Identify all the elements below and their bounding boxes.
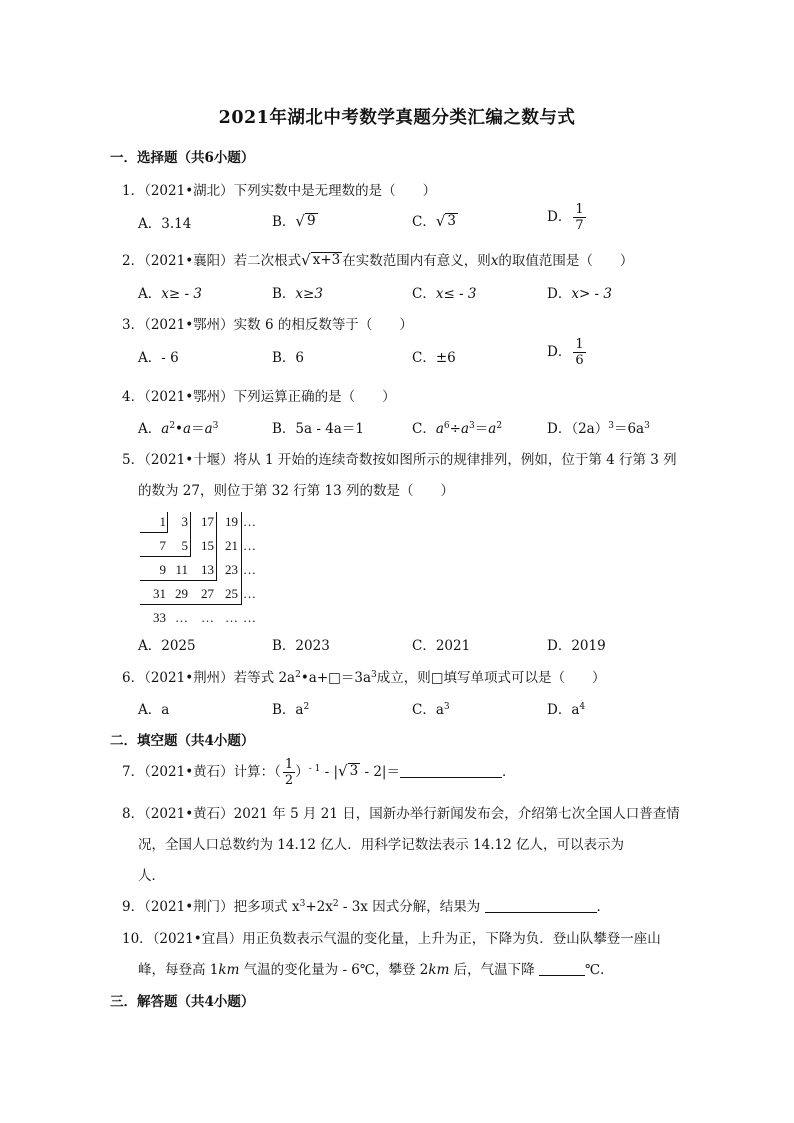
question-text: （2021•荆门）把多项式 x (144, 899, 300, 915)
grid-divider (140, 532, 168, 533)
grid-cell: … (243, 562, 256, 577)
grid-divider (140, 556, 190, 557)
option-label: B． (272, 214, 296, 230)
exponent: 3 (371, 670, 377, 680)
q3-option-d (547, 338, 586, 367)
option-label: B． (272, 286, 296, 302)
sqrt-expression: √ 3 (435, 212, 456, 230)
question-7 (122, 758, 516, 787)
grid-divider (140, 580, 216, 581)
grid-cell: 23 (225, 562, 238, 577)
question-text: ． (502, 764, 516, 780)
exponent: 2 (303, 702, 310, 712)
grid-cell: 7 (159, 538, 166, 553)
sqrt-expression: √ x+3 (301, 251, 341, 269)
denominator: 2 (284, 773, 294, 788)
variable: x (490, 253, 499, 269)
exponent: 4 (579, 702, 586, 712)
q1-option-b (272, 210, 318, 230)
question-10-line-2 (138, 958, 614, 978)
grid-cell: 19 (225, 514, 238, 529)
grid-cell: 1 (159, 514, 166, 529)
grid-cell: … (175, 610, 188, 625)
q5-option-c: C．2021 (412, 638, 471, 654)
question-text: ） (295, 764, 309, 780)
denominator: 7 (575, 218, 584, 233)
radicand: 3 (349, 763, 359, 780)
question-number: 7． (122, 764, 145, 780)
question-text: （2021•湖北）下列实数中是无理数的是（ ） (144, 183, 437, 199)
question-text: （2021•黄石）2021 年 5 月 21 日，国新办举行新闻发布会，介绍第七次全国人口普查情 (144, 806, 680, 822)
question-4 (122, 385, 396, 405)
grid-cell: 15 (201, 538, 214, 553)
q1-option-d (547, 203, 586, 232)
sqrt-expression: √ 3 (338, 762, 359, 780)
option-expression: x≤ - 3 (435, 286, 477, 302)
grid-cell: … (201, 610, 214, 625)
option-label: C． (412, 214, 436, 230)
grid-cell: 27 (201, 586, 214, 601)
q2-option-b (272, 282, 323, 302)
question-10 (122, 927, 661, 947)
question-text: （2021•十堰）将从 1 开始的连续奇数按如图所示的规律排列，例如，位于第 4 行第 3 列 (144, 452, 677, 468)
exponent: 3 (299, 899, 306, 909)
q2-option-c (412, 282, 477, 302)
grid-cell: 25 (225, 586, 238, 601)
q4-option-c: C．$a^6\div a^3=a^2$ (412, 421, 503, 437)
question-6 (122, 666, 606, 686)
question-text: ． (596, 899, 610, 915)
option-label: C． (412, 286, 436, 302)
option-expression: ＝6a (613, 421, 645, 437)
question-number: 10． (122, 931, 153, 947)
question-number: 8． (122, 806, 145, 822)
q6-option-b (272, 698, 309, 718)
fraction (573, 203, 585, 232)
question-1 (122, 179, 436, 199)
q2-option-d (547, 282, 612, 302)
question-3 (122, 313, 413, 333)
radicand: 9 (306, 213, 316, 230)
question-5-line-2: 的数为 27，则位于第 32 行第 13 列的数是（ ） (138, 483, 454, 499)
unit: km (218, 962, 240, 978)
numerator: 1 (284, 757, 294, 772)
q3-option-b: B．6 (272, 350, 305, 366)
q6-option-d (547, 698, 585, 718)
answer-blank[interactable] (400, 765, 502, 778)
option-expression: C．a (412, 702, 444, 718)
numerator: 1 (575, 202, 584, 217)
grid-divider (140, 604, 241, 605)
q2-option-a (138, 282, 202, 302)
question-text: （2021•鄂州）下列运算正确的是（ ） (144, 389, 396, 405)
section-heading-choice: 一．选择题（共6小题） (110, 150, 255, 166)
question-number: 5． (122, 452, 145, 468)
question-text: 在实数范围内有意义，则 (342, 253, 491, 269)
option-label: A． (138, 421, 162, 437)
denominator: 6 (575, 353, 584, 368)
grid-cell: … (225, 610, 238, 625)
q3-option-a: A．- 6 (138, 350, 179, 366)
question-number: 4． (122, 389, 145, 405)
question-2 (122, 249, 633, 269)
question-text: - 3x 因式分解，结果为 (338, 899, 481, 915)
question-text: - | (320, 764, 339, 780)
radicand: x+3 (312, 252, 341, 269)
q6-option-a: A．a (138, 702, 170, 718)
question-5 (122, 448, 677, 468)
grid-cell: 29 (175, 586, 188, 601)
grid-cell: … (243, 514, 256, 529)
grid-cell: … (243, 586, 256, 601)
grid-cell: 17 (201, 514, 214, 529)
question-text: 峰，每登高 1 (138, 962, 219, 978)
option-label: D． (547, 286, 572, 302)
exponent: 3 (608, 421, 614, 431)
question-text: •a+□＝3a (300, 670, 372, 686)
answer-blank[interactable] (539, 963, 585, 976)
grid-cell: 11 (175, 562, 188, 577)
question-8-line-3: 人． (138, 868, 165, 884)
option-expression: D．a (547, 702, 580, 718)
exponent: 3 (644, 421, 650, 431)
option-expression: x≥3 (295, 286, 323, 302)
grid-cell: 33 (153, 610, 166, 625)
grid-cell: 13 (201, 562, 214, 577)
q1-option-a: A．3.14 (138, 216, 192, 232)
question-number: 3． (122, 317, 145, 333)
option-label: A． (138, 286, 162, 302)
question-text: （2021•黄石）计算：（ (144, 764, 281, 780)
question-number: 6． (122, 670, 145, 686)
question-text: 气温的变化量为 - 6℃，攀登 2 (239, 962, 429, 978)
exponent: 2 (295, 670, 301, 680)
option-label: D．（2a） (547, 421, 609, 437)
exponent: 3 (443, 702, 450, 712)
question-text: 成立，则□填写单项式可以是（ ） (376, 670, 606, 686)
fraction (283, 758, 295, 787)
question-8 (122, 802, 680, 822)
question-text: 后，气温下降 (449, 962, 535, 978)
q3-option-c: C．±6 (412, 350, 456, 366)
grid-cell: 9 (159, 562, 166, 577)
question-number: 9． (122, 899, 145, 915)
q6-option-c (412, 698, 450, 718)
question-text: - 2|＝ (360, 764, 400, 780)
question-text: ℃． (584, 962, 614, 978)
question-text: （2021•鄂州）实数 6 的相反数等于（ ） (144, 317, 413, 333)
question-text: （2021•荆州）若等式 2a (144, 670, 296, 686)
grid-divider (167, 512, 168, 533)
exponent: 2 (332, 899, 339, 909)
question-text: +2x (305, 899, 333, 915)
option-expression: x≥ - 3 (161, 286, 202, 302)
grid-divider (190, 512, 191, 557)
option-expression: B．a (272, 702, 304, 718)
page-title: 2021年湖北中考数学真题分类汇编之数与式 (218, 108, 576, 128)
grid-cell: … (243, 610, 256, 625)
q4-option-a: A．$a^2•a=a^3$ (138, 421, 219, 437)
q5-option-a: A．2025 (138, 638, 196, 654)
section-heading-answer: 三．解答题（共4小题） (110, 994, 255, 1010)
question-9 (122, 895, 610, 915)
q4-option-d (547, 417, 650, 437)
section-heading-fill: 二．填空题（共4小题） (110, 733, 255, 749)
unit: km (428, 962, 450, 978)
option-expression: x> - 3 (571, 286, 612, 302)
q5-option-b: B．2023 (272, 638, 330, 654)
question-number: 2． (122, 253, 145, 269)
question-8-line-2: 况，全国人口总数约为 14.12 亿人．用科学记数法表示 14.12 亿人，可以表示为 (138, 837, 624, 853)
grid-cell: 21 (225, 538, 238, 553)
q5-option-d: D．2019 (547, 638, 606, 654)
answer-blank[interactable] (485, 900, 597, 913)
question-text: （2021•襄阳）若二次根式 (144, 253, 302, 269)
grid-divider (241, 512, 242, 605)
grid-cell: 3 (181, 514, 188, 529)
option-label: D． (547, 209, 572, 225)
question-text: （2021•宜昌）用正负数表示气温的变化量，上升为正，下降为负．登山队攀登一座山 (152, 931, 661, 947)
q4-option-b: B．5a - 4a＝1 (272, 421, 364, 437)
exponent: - 1 (308, 764, 321, 774)
option-label: C． (412, 421, 436, 437)
numerator: 1 (575, 337, 584, 352)
grid-cell: … (243, 538, 256, 553)
grid-cell: 5 (181, 538, 188, 553)
grid-divider (216, 512, 217, 581)
question-number: 1． (122, 183, 145, 199)
sqrt-expression: √ 9 (295, 212, 316, 230)
radicand: 3 (447, 213, 456, 230)
question-text: 的取值范围是（ ） (498, 253, 634, 269)
q1-option-c (412, 210, 458, 230)
fraction (573, 338, 585, 367)
option-label: D． (547, 344, 572, 360)
grid-cell: 31 (153, 586, 166, 601)
